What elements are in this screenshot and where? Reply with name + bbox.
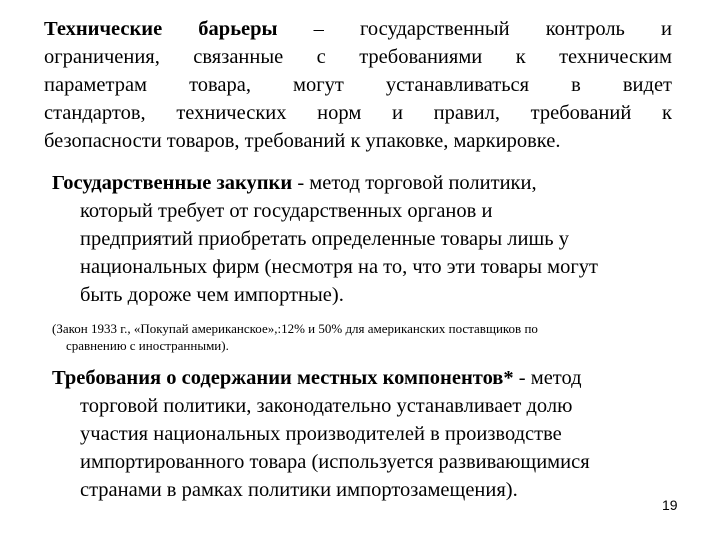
paragraph-line <box>44 15 672 43</box>
paragraph-line: импортированного товара (используется развивающимися <box>80 451 590 473</box>
paragraph-line: стандартов, технических норм и правил, требований к <box>44 102 672 124</box>
definition-text: - метод <box>513 367 582 389</box>
paragraph-line: торговой политики, законодательно устанавливает долю <box>80 395 573 417</box>
paragraph-line: быть дороже чем импортные). <box>80 284 344 306</box>
government-procurement-paragraph <box>52 169 702 309</box>
page-number: 19 <box>662 497 678 513</box>
paragraph-line: который требует от государственных органов и <box>80 200 493 222</box>
definition-text: - метод торговой политики, <box>292 172 537 194</box>
paragraph-line: участия национальных производителей в производстве <box>80 423 562 445</box>
note-line: сравнению с иностранными). <box>66 338 229 353</box>
term-local-content-requirements: Требования о содержании местных компонентов* <box>52 367 514 389</box>
local-content-paragraph <box>52 364 702 504</box>
paragraph-line: параметрам товара, могут устанавливаться в видет <box>44 74 672 96</box>
definition-text: – государственный контроль и <box>277 18 672 40</box>
term-government-procurement: Государственные закупки <box>52 172 293 194</box>
technical-barriers-paragraph <box>44 15 672 155</box>
term-technical-barriers: Технические барьеры <box>44 18 278 40</box>
paragraph-line: безопасности товаров, требований к упаковке, маркировке. <box>44 130 561 152</box>
paragraph-line: предприятий приобретать определенные товары лишь у <box>80 228 569 250</box>
paragraph-line: национальных фирм (несмотря на то, что эти товары могут <box>80 256 599 278</box>
paragraph-line: странами в рамках политики импортозамещения). <box>80 479 518 501</box>
paragraph-line <box>52 169 702 197</box>
note-line: (Закон 1933 г., «Покупай американское»,:12% и 50% для американских поставщиков по <box>52 321 538 336</box>
paragraph-line: ограничения, связанные с требованиями к техническим <box>44 46 672 68</box>
law-footnote <box>52 320 702 354</box>
paragraph-line <box>52 364 702 392</box>
